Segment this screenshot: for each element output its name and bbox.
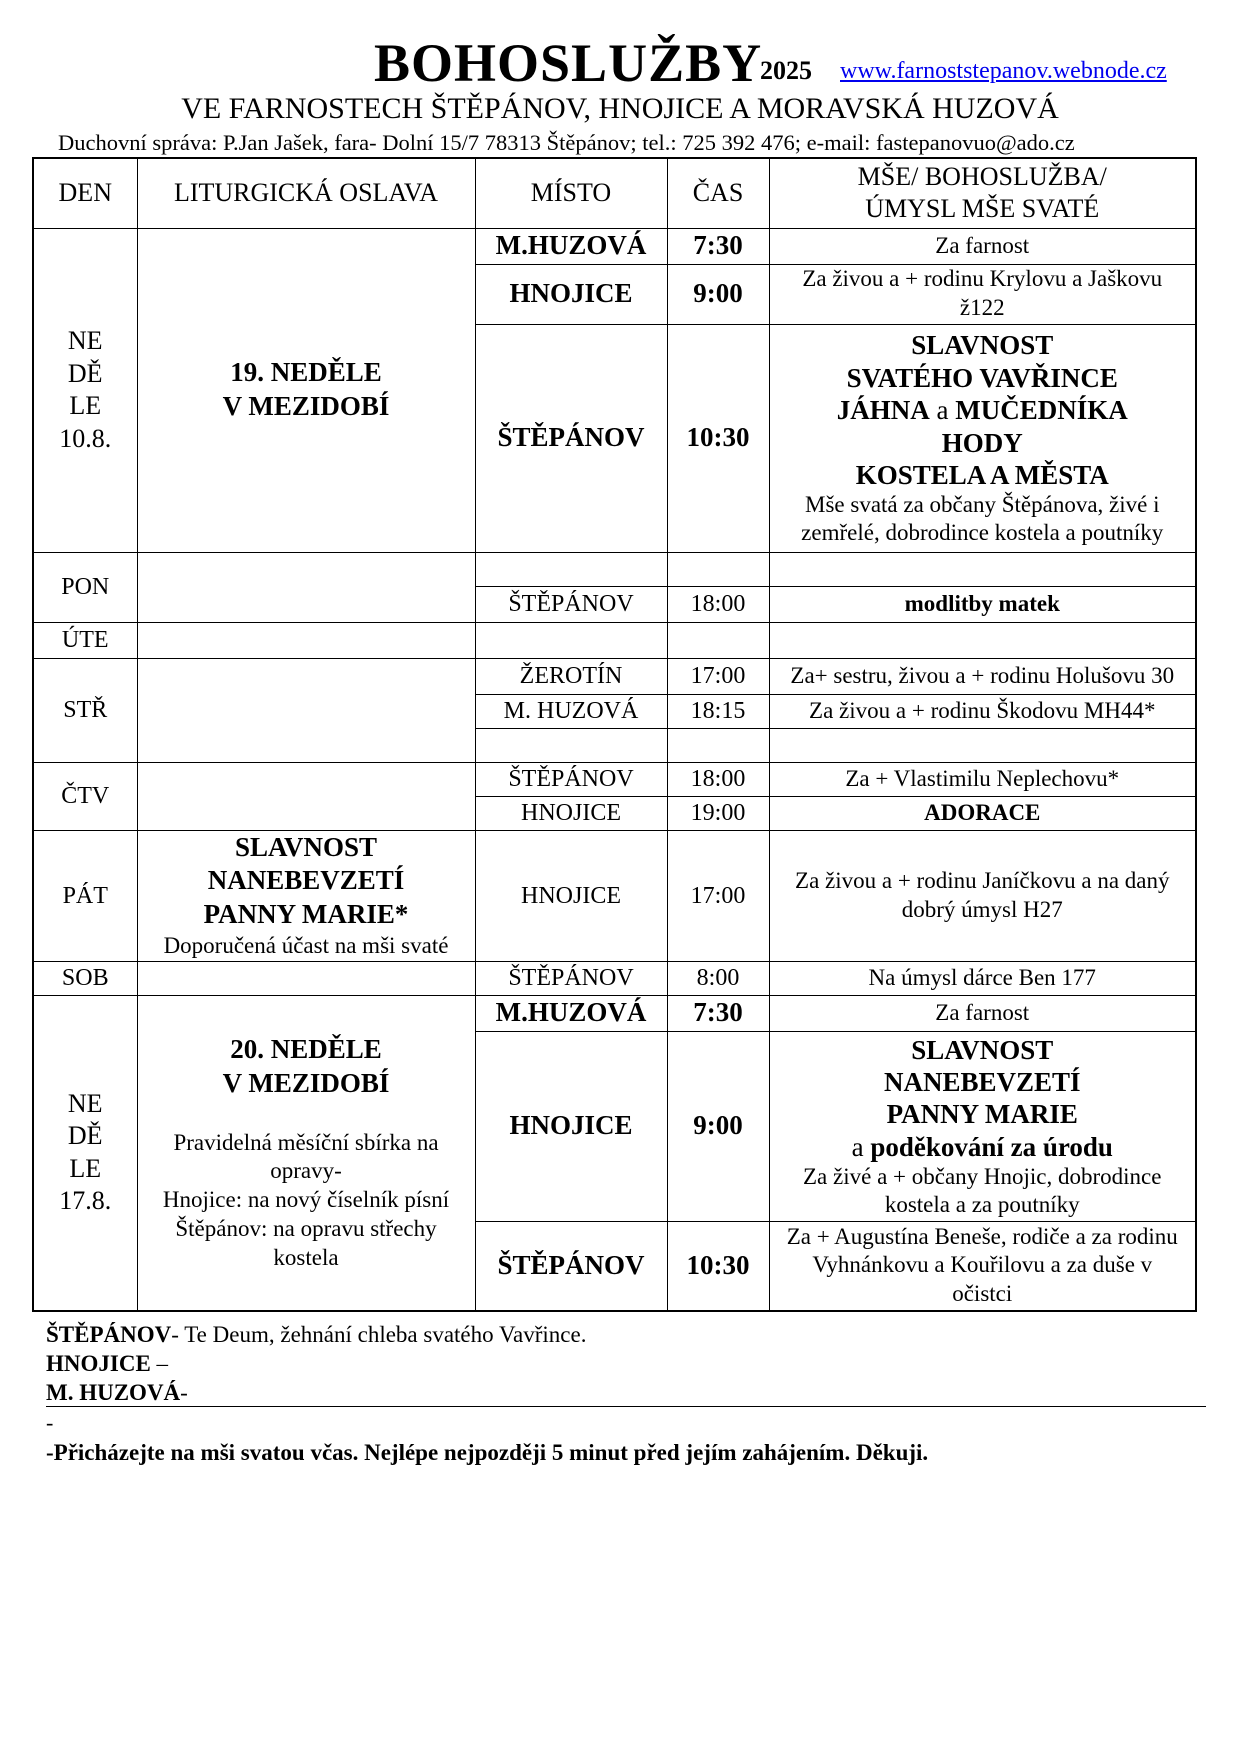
time: 18:15 <box>667 694 769 728</box>
liturgy-text: SLAVNOST <box>234 831 378 862</box>
place: ŠTĚPÁNOV <box>475 1221 667 1311</box>
intention-line: Za + Augustína Beneše, rodiče a za rodinu <box>786 1223 1178 1249</box>
table-row <box>33 961 1196 995</box>
intention: modlitby matek <box>769 586 1196 622</box>
header-oslava: LITURGICKÁ OSLAVA <box>137 158 475 228</box>
place: ŠTĚPÁNOV <box>475 586 667 622</box>
feast-line: HODY <box>941 427 1023 458</box>
liturgy-text: V MEZIDOBÍ <box>222 391 390 421</box>
table-row <box>33 762 1196 796</box>
note-stepanov <box>46 1320 586 1349</box>
place: ŠTĚPÁNOV <box>475 961 667 995</box>
liturgy-sunday-1 <box>137 228 475 552</box>
place: M.HUZOVÁ <box>475 228 667 264</box>
table-row <box>33 995 1196 1031</box>
time: 18:00 <box>667 586 769 622</box>
day-text: LE <box>69 1153 102 1183</box>
intention <box>769 1221 1196 1311</box>
place: HNOJICE <box>475 1031 667 1221</box>
place-empty <box>475 552 667 586</box>
note-label: ŠTĚPÁNOV <box>46 1322 172 1347</box>
time: 9:00 <box>667 264 769 324</box>
feast-line: PANNY MARIE <box>886 1099 1078 1130</box>
header-cas: ČAS <box>667 158 769 228</box>
liturgy-empty <box>137 622 475 658</box>
website-link[interactable]: www.farnoststepanov.webnode.cz <box>840 58 1167 84</box>
table-row <box>33 658 1196 694</box>
note-text: - <box>180 1380 188 1405</box>
liturgy-note: Hnojice: na nový číselník písní <box>162 1187 450 1213</box>
day-sunday-2 <box>33 995 137 1311</box>
liturgy-text: 20. NEDĚLE <box>230 1034 382 1065</box>
spacer <box>141 1101 472 1129</box>
note-text: - Te Deum, žehnání chleba svatého Vavřince. <box>171 1322 587 1347</box>
liturgy-note: kostela <box>273 1244 339 1270</box>
final-note: -Přicházejte na mši svatou včas. Nejlépe nejpozději 5 minut před jejím zahájením. Děkuji. <box>46 1440 929 1465</box>
note-text: – <box>150 1351 169 1376</box>
table-header-row <box>33 158 1196 228</box>
time: 17:00 <box>667 830 769 961</box>
place-empty <box>475 622 667 658</box>
day-sob: SOB <box>33 961 137 995</box>
intention <box>769 264 1196 324</box>
feast-line: SLAVNOST <box>911 330 1054 361</box>
header-mse <box>769 158 1196 228</box>
day-date: 10.8. <box>59 423 112 453</box>
day-str: STŘ <box>33 658 137 762</box>
intention: ADORACE <box>769 796 1196 830</box>
time: 8:00 <box>667 961 769 995</box>
place: ŠTĚPÁNOV <box>475 762 667 796</box>
place-empty <box>475 728 667 762</box>
intention: Za farnost <box>769 228 1196 264</box>
time: 19:00 <box>667 796 769 830</box>
feast-line: KOSTELA A MĚSTA <box>855 459 1109 490</box>
feast-line: SLAVNOST <box>911 1034 1054 1065</box>
feast-word: poděkování za úrodu <box>870 1131 1113 1162</box>
place: M. HUZOVÁ <box>475 694 667 728</box>
day-text: LE <box>69 391 102 420</box>
intention-line: Za živou a + rodinu Janíčkovu a na daný <box>795 867 1170 893</box>
time: 9:00 <box>667 1031 769 1221</box>
time: 10:30 <box>667 324 769 552</box>
feast-line <box>773 1131 1193 1163</box>
liturgy-empty <box>137 658 475 762</box>
header-misto: MÍSTO <box>475 158 667 228</box>
intention-empty <box>769 552 1196 586</box>
table-row <box>33 622 1196 658</box>
intention <box>769 324 1196 552</box>
day-pat: PÁT <box>33 830 137 961</box>
header-den: DEN <box>33 158 137 228</box>
note-label: HNOJICE <box>46 1351 151 1376</box>
time: 7:30 <box>667 228 769 264</box>
administration-info: Duchovní správa: P.Jan Jašek, fara- Dolní 15/7 78313 Štěpánov; tel.: 725 392 476; e-mail: fastepanovuo@ado.cz <box>58 130 1075 155</box>
intention-line: očistci <box>952 1281 1013 1307</box>
day-text: NE <box>67 326 103 355</box>
place: HNOJICE <box>475 264 667 324</box>
liturgy-empty <box>137 552 475 622</box>
day-text: NE <box>67 1088 103 1118</box>
place: M.HUZOVÁ <box>475 995 667 1031</box>
liturgy-text: NANEBEVZETÍ <box>207 865 405 896</box>
feast-word: a <box>851 1131 864 1162</box>
intention-line: Za živou a + rodinu Krylovu a Jaškovu <box>802 266 1163 292</box>
intention: Za+ sestru, živou a + rodinu Holušovu 30 <box>769 658 1196 694</box>
place: HNOJICE <box>475 796 667 830</box>
page-title: BOHOSLUŽBY <box>374 33 763 93</box>
time: 17:00 <box>667 658 769 694</box>
header-mse-line1: MŠE/ BOHOSLUŽBA/ <box>857 161 1107 191</box>
liturgy-note: Štěpánov: na opravu střechy <box>175 1215 437 1241</box>
divider <box>46 1406 1206 1407</box>
feast-line: SVATÉHO VAVŘINCE <box>846 362 1118 393</box>
schedule-table <box>32 157 1197 1312</box>
intention-line: zemřelé, dobrodince kostela a poutníky <box>801 519 1164 545</box>
day-pon: PON <box>33 552 137 622</box>
subtitle: VE FARNOSTECH ŠTĚPÁNOV, HNOJICE A MORAVSKÁ HUZOVÁ <box>181 92 1059 125</box>
intention-line: ž122 <box>959 295 1005 320</box>
intention <box>769 1031 1196 1221</box>
time-empty <box>667 728 769 762</box>
feast-line <box>773 394 1193 426</box>
time: 18:00 <box>667 762 769 796</box>
intention: Za farnost <box>769 995 1196 1031</box>
day-ute: ÚTE <box>33 622 137 658</box>
table-row <box>33 552 1196 586</box>
liturgy-text: PANNY MARIE* <box>203 899 409 929</box>
liturgy-sunday-2 <box>137 995 475 1311</box>
intention-line: Vyhnánkovu a Kouřilovu a za duše v <box>812 1252 1153 1278</box>
day-ctv: ČTV <box>33 762 137 830</box>
time: 10:30 <box>667 1221 769 1311</box>
liturgy-note: opravy- <box>270 1158 342 1184</box>
intention-line: Mše svatá za občany Štěpánova, živé i <box>805 492 1160 518</box>
place: ŽEROTÍN <box>475 658 667 694</box>
liturgy-note: Doporučená účast na mši svaté <box>163 932 449 958</box>
place: ŠTĚPÁNOV <box>475 324 667 552</box>
notes <box>46 1320 586 1407</box>
liturgy-text: V MEZIDOBÍ <box>222 1067 390 1098</box>
intention-line: kostela a za poutníky <box>884 1191 1080 1217</box>
time-empty <box>667 622 769 658</box>
intention-line: dobrý úmysl H27 <box>901 896 1063 922</box>
header-mse-line2: ÚMYSL MŠE SVATÉ <box>865 194 1100 224</box>
note-huzova <box>46 1378 586 1407</box>
feast-word: a <box>936 395 949 426</box>
intention <box>769 830 1196 961</box>
intention: Za + Vlastimilu Neplechovu* <box>769 762 1196 796</box>
title-row <box>0 26 1240 96</box>
intention-empty <box>769 622 1196 658</box>
feast-word: JÁHNA <box>836 395 930 426</box>
day-text: DĚ <box>67 1121 103 1151</box>
day-date: 17.8. <box>59 1186 112 1216</box>
liturgy-text: 19. NEDĚLE <box>230 357 382 388</box>
time-empty <box>667 552 769 586</box>
year: 2025 <box>760 56 812 85</box>
liturgy-friday <box>137 830 475 961</box>
place: HNOJICE <box>475 830 667 961</box>
note-hnojice <box>46 1349 586 1378</box>
intention-line: Za živé a + občany Hnojic, dobrodince <box>803 1164 1162 1190</box>
intention-empty <box>769 728 1196 762</box>
intention: Na úmysl dárce Ben 177 <box>769 961 1196 995</box>
liturgy-empty <box>137 762 475 830</box>
table-row <box>33 830 1196 961</box>
note-label: M. HUZOVÁ <box>46 1380 181 1405</box>
liturgy-note: Pravidelná měsíční sbírka na <box>173 1129 439 1155</box>
liturgy-empty <box>137 961 475 995</box>
time: 7:30 <box>667 995 769 1031</box>
dash-line: - <box>46 1410 54 1435</box>
day-sunday-1 <box>33 228 137 552</box>
feast-line: NANEBEVZETÍ <box>883 1067 1081 1098</box>
day-text: DĚ <box>67 358 103 388</box>
table-row <box>33 228 1196 264</box>
intention: Za živou a + rodinu Škodovu MH44* <box>769 694 1196 728</box>
feast-word: MUČEDNÍKA <box>955 395 1128 426</box>
